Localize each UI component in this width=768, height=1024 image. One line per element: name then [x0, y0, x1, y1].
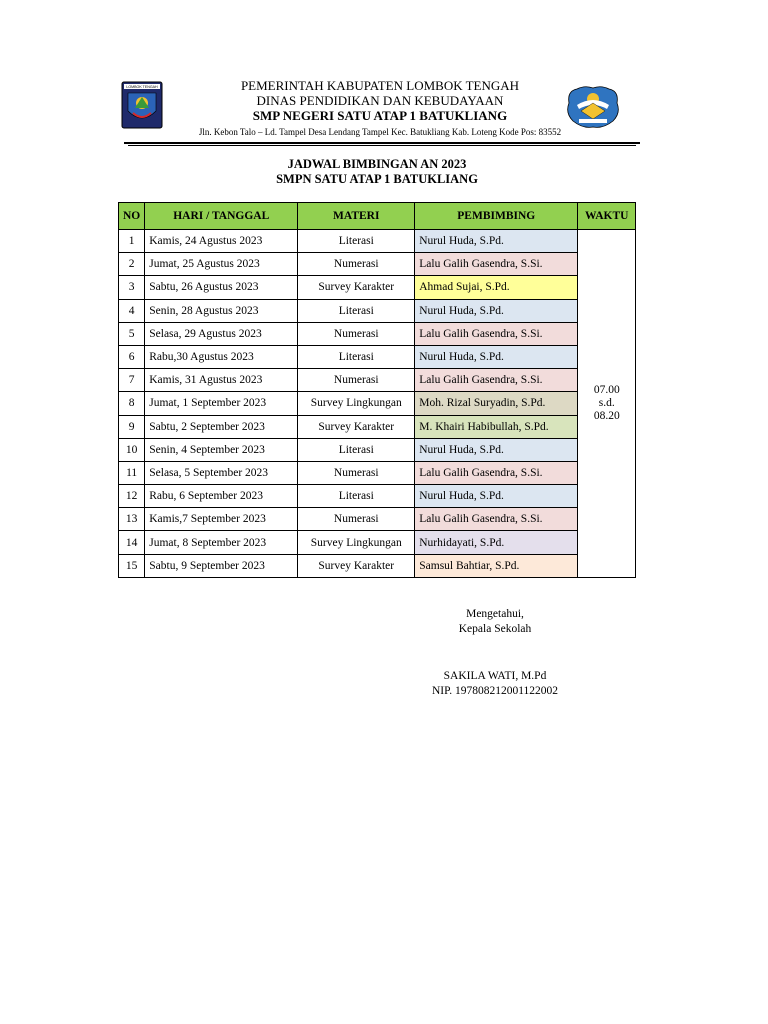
waktu-start: 07.00: [593, 383, 620, 396]
letterhead-rule-thin: [128, 145, 636, 146]
cell-no: 15: [119, 554, 145, 577]
header-no: NO: [119, 203, 145, 230]
table-row: [119, 322, 636, 345]
cell-no: 11: [119, 461, 145, 484]
table-row: [119, 438, 636, 461]
cell-pembimbing: Lalu Galih Gasendra, S.Si.: [415, 369, 578, 392]
cell-no: 3: [119, 276, 145, 299]
cell-no: 14: [119, 531, 145, 554]
cell-pembimbing: Ahmad Sujai, S.Pd.: [415, 276, 578, 299]
table-row: [119, 554, 636, 577]
cell-no: 9: [119, 415, 145, 438]
cell-hari-tanggal: Senin, 28 Agustus 2023: [145, 299, 298, 322]
cell-materi: Survey Karakter: [298, 276, 415, 299]
header-hari-tanggal: HARI / TANGGAL: [145, 203, 298, 230]
cell-no: 2: [119, 253, 145, 276]
cell-hari-tanggal: Selasa, 29 Agustus 2023: [145, 322, 298, 345]
cell-hari-tanggal: Rabu,30 Agustus 2023: [145, 345, 298, 368]
table-body: [119, 230, 636, 578]
signature-name: SAKILA WATI, M.Pd: [443, 670, 547, 682]
document-title: [118, 157, 636, 187]
cell-materi: Survey Lingkungan: [298, 392, 415, 415]
cell-materi: Survey Lingkungan: [298, 531, 415, 554]
waktu-sep: s.d.: [598, 396, 615, 409]
signature-nip: NIP. 197808212001122002: [431, 685, 559, 697]
table-row: [119, 369, 636, 392]
cell-pembimbing: Lalu Galih Gasendra, S.Si.: [415, 461, 578, 484]
cell-materi: Survey Karakter: [298, 554, 415, 577]
cell-materi: Literasi: [298, 230, 415, 253]
cell-hari-tanggal: Rabu, 6 September 2023: [145, 485, 298, 508]
table-row: [119, 299, 636, 322]
cell-pembimbing: Nurhidayati, S.Pd.: [415, 531, 578, 554]
table-row: [119, 392, 636, 415]
cell-waktu: [578, 230, 636, 578]
cell-pembimbing: Nurul Huda, S.Pd.: [415, 299, 578, 322]
table-header-row: [119, 203, 636, 230]
cell-no: 1: [119, 230, 145, 253]
cell-pembimbing: Lalu Galih Gasendra, S.Si.: [415, 322, 578, 345]
cell-materi: Numerasi: [298, 253, 415, 276]
signature-name-block: [405, 669, 585, 699]
cell-no: 12: [119, 485, 145, 508]
cell-materi: Literasi: [298, 485, 415, 508]
cell-no: 13: [119, 508, 145, 531]
letterhead-rule-thick: [124, 142, 640, 144]
cell-hari-tanggal: Jumat, 8 September 2023: [145, 531, 298, 554]
cell-pembimbing: Nurul Huda, S.Pd.: [415, 485, 578, 508]
document-title-line-2: SMPN SATU ATAP 1 BATUKLIANG: [276, 172, 478, 186]
cell-no: 10: [119, 438, 145, 461]
table-row: [119, 415, 636, 438]
cell-pembimbing: M. Khairi Habibullah, S.Pd.: [415, 415, 578, 438]
document-title-line-1: JADWAL BIMBINGAN AN 2023: [287, 157, 467, 171]
cell-pembimbing: Nurul Huda, S.Pd.: [415, 438, 578, 461]
cell-materi: Survey Karakter: [298, 415, 415, 438]
header-materi: MATERI: [298, 203, 415, 230]
table-row: [119, 230, 636, 253]
cell-pembimbing: Moh. Rizal Suryadin, S.Pd.: [415, 392, 578, 415]
cell-hari-tanggal: Jumat, 25 Agustus 2023: [145, 253, 298, 276]
letterhead-line-2: DINAS PENDIDIKAN DAN KEBUDAYAAN: [256, 93, 504, 108]
schedule-table: [118, 202, 636, 578]
cell-no: 6: [119, 345, 145, 368]
letterhead-address: Jln. Kebon Talo – Ld. Tampel Desa Lendang Tampel Kec. Batukliang Kab. Loteng Kode Pos: 83552: [198, 127, 562, 137]
cell-hari-tanggal: Selasa, 5 September 2023: [145, 461, 298, 484]
cell-hari-tanggal: Kamis, 24 Agustus 2023: [145, 230, 298, 253]
cell-materi: Literasi: [298, 299, 415, 322]
cell-hari-tanggal: Jumat, 1 September 2023: [145, 392, 298, 415]
letterhead-line-1: PEMERINTAH KABUPATEN LOMBOK TENGAH: [240, 78, 520, 93]
cell-materi: Numerasi: [298, 461, 415, 484]
cell-pembimbing: Nurul Huda, S.Pd.: [415, 345, 578, 368]
cell-pembimbing: Samsul Bahtiar, S.Pd.: [415, 554, 578, 577]
table-row: [119, 461, 636, 484]
cell-hari-tanggal: Sabtu, 2 September 2023: [145, 415, 298, 438]
logo-left-text: LOMBOK TENGAH: [126, 85, 158, 90]
letterhead-school-name: SMP NEGERI SATU ATAP 1 BATUKLIANG: [252, 108, 508, 123]
cell-materi: Literasi: [298, 345, 415, 368]
cell-materi: Literasi: [298, 438, 415, 461]
table-row: [119, 345, 636, 368]
signature-mengetahui: Mengetahui,: [466, 608, 524, 620]
table-row: [119, 508, 636, 531]
cell-pembimbing: Lalu Galih Gasendra, S.Si.: [415, 253, 578, 276]
cell-hari-tanggal: Kamis,7 September 2023: [145, 508, 298, 531]
signature-title: Kepala Sekolah: [458, 623, 532, 635]
cell-no: 5: [119, 322, 145, 345]
cell-pembimbing: Lalu Galih Gasendra, S.Si.: [415, 508, 578, 531]
cell-no: 7: [119, 369, 145, 392]
signature-block: [405, 607, 585, 637]
table-row: [119, 253, 636, 276]
table-row: [119, 485, 636, 508]
letterhead: [160, 78, 600, 138]
cell-materi: Numerasi: [298, 369, 415, 392]
table-row: [119, 276, 636, 299]
cell-materi: Numerasi: [298, 508, 415, 531]
header-waktu: WAKTU: [578, 203, 636, 230]
cell-hari-tanggal: Sabtu, 9 September 2023: [145, 554, 298, 577]
cell-hari-tanggal: Sabtu, 26 Agustus 2023: [145, 276, 298, 299]
cell-hari-tanggal: Kamis, 31 Agustus 2023: [145, 369, 298, 392]
cell-pembimbing: Nurul Huda, S.Pd.: [415, 230, 578, 253]
table-row: [119, 531, 636, 554]
cell-no: 4: [119, 299, 145, 322]
cell-hari-tanggal: Senin, 4 September 2023: [145, 438, 298, 461]
cell-materi: Numerasi: [298, 322, 415, 345]
lombok-tengah-logo-icon: [121, 81, 163, 129]
header-pembimbing: PEMBIMBING: [415, 203, 578, 230]
cell-no: 8: [119, 392, 145, 415]
waktu-end: 08.20: [593, 409, 620, 422]
